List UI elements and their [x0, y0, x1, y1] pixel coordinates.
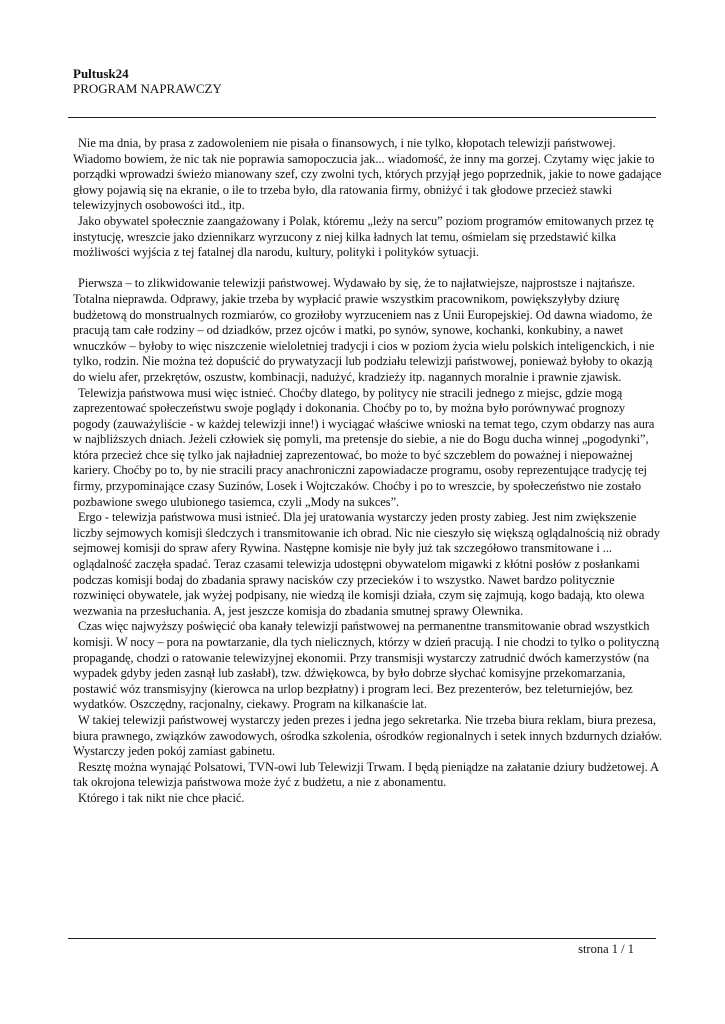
document-title: PROGRAM NAPRAWCZY	[73, 81, 222, 96]
footer-divider	[68, 938, 656, 939]
site-name: Pultusk24	[73, 66, 129, 81]
paragraph-3: Pierwsza – to zlikwidowanie telewizji państwowej. Wydawało by się, że to najłatwiejsze, najprostsze i najtańsze. Totalna nieprawda. Odprawy, jakie trzeba by wypłacić prawie wszystkim pracownikom, powiększyłyby dziurę budżetową do monstrualnych rozmiarów, co groziłoby wyrzuceniem nas z Unii Europejskiej. Od dawna wiadomo, że pracują tam całe rodziny – od dziadków, przez ojców i matki, po synów, synowe, kochanki, konkubiny, a nawet wnuczków – byłoby to więc niszczenie wieloletniej tradycji i cios w poziom życia wielu polskich inteligenckich, i nie tylko, rodzin. Nie można też dopuścić do prywatyzacji lub podziału telewizji państwowej, ponieważ byłoby to okazją do wielu afer, przekrętów, oszustw, kombinacji, nadużyć, kradzieży itp. nagannych moralnie i prawnie zjawisk.	[73, 276, 655, 384]
paragraph-8: Resztę można wynająć Polsatowi, TVN-owi lub Telewizji Trwam. I będą pieniądze na załatanie dziury budżetowej. A tak okrojona telewizja państwowa może żyć z budżetu, a nie z abonamentu.	[73, 759, 659, 790]
paragraph-4: Telewizja państwowa musi więc istnieć. Choćby dlatego, by politycy nie stracili jednego z miejsc, gdzie mogą zaprezentować społeczeństwu swoje poglądy i dokonania. Choćby po to, by można było porównywać prognozy pogody (zauważyliście - w każdej telewizji inne!) i wyciągać właściwe wnioski na temat tego, czym obdarzy nas aura w najbliższych dniach. Jeżeli człowiek się pomyli, ma pretensje do siebie, a nie do Bogu ducha winnej „pogodynki”, która przecież chce się tylko jak najładniej zaprezentować, bo może to być szczeblem do poważnej i niepoważnej kariery. Choćby po to, by nie stracili pracy anachroniczni zapowiadacze programu, osoby reprezentujące tradycję tej firmy, przypominające czasy Suzinów, Losek i Wojtczaków. Choćby i po to wreszcie, by społeczeństwo nie zostało pozbawione swego ulubionego tasiemca, czyli „Mody na sukces”.	[73, 385, 655, 509]
document-header	[73, 66, 663, 96]
article-body	[73, 136, 663, 807]
paragraph-6: Czas więc najwyższy poświęcić oba kanały telewizji państwowej na permanentne transmitowanie obrad wszystkich komisji. W nocy – pora na powtarzanie, dla tych nielicznych, którzy w dzień pracują. I nie chodzi to tylko o polityczną propagandę, chodzi o ratowanie telewizyjnej ekonomii. Przy transmisji wystarczy zatrudnić dwóch kamerzystów (na wypadek gdyby jeden zasnął lub zasłabł), tzw. dźwiękowca, by było dobrze słychać komisyjne przekomarzania, postawić wóz transmisyjny (kierowca na urlop bezpłatny) i program leci. Bez prezenterów, bez teleturniejów, bez wydatków. Oszczędny, racjonalny, ciekawy. Program na kilkanaście lat.	[73, 619, 660, 712]
paragraph-7: W takiej telewizji państwowej wystarczy jeden prezes i jedna jego sekretarka. Nie trzeba biura reklam, biura prezesa, biura prawnego, związków zawodowych, ośrodka szkolenia, ośrodków regionalnych i setek innych bzdurnych działów. Wystarczy jeden pokój zamiast gabinetu.	[73, 712, 663, 759]
paragraph-5: Ergo - telewizja państwowa musi istnieć. Dla jej uratowania wystarczy jeden prosty zabieg. Jest nim zwiększenie liczby sejmowych komisji śledczych i transmitowanie ich obrad. Nic nie cieszyło się większą oglądalnością niż obrady sejmowej komisji do spraw afery Rywina. Następne komisje nie były już tak szczegółowo transmitowane i ... oglądalność zaczęła spadać. Teraz czasami telewizja udostępni obywatelom migawki z kłótni posłów z posłankami podczas komisji bodaj do zbadania sprawy nacisków czy przecieków i to wszystko. Nawet bardzo politycznie rozwinięci obywatele, jak wyżej podpisany, nie wiedzą ile komisji działa, czym się zajmują, kogo badają, kto olewa wezwania na przesłuchania. A, jest jeszcze komisja do zbadania smutnej sprawy Olewnika.	[73, 510, 660, 618]
page-number: strona 1 / 1	[578, 942, 634, 956]
paragraph-2: Jako obywatel społecznie zaangażowany i Polak, któremu „leży na sercu” poziom programów emitowanych przez tę instytucję, wreszcie jako dziennikarz wyrzucony z niej kilka ładnych lat temu, ośmielam się przedstawić kilka możliwości wyjścia z tej fatalnej dla narodu, kultury, polityki i polityków sytuacji.	[73, 213, 654, 260]
header-divider	[68, 117, 656, 118]
paragraph-spacer	[73, 261, 663, 277]
paragraph-9: Którego i tak nikt nie chce płacić.	[78, 790, 245, 805]
paragraph-1: Nie ma dnia, by prasa z zadowoleniem nie pisała o finansowych, i nie tylko, kłopotach telewizji państwowej. Wiadomo bowiem, że nic tak nie poprawia samopoczucia jak... wiadomość, że inny ma gorzej. Czytamy więc jakie to porządki wprowadzi świeżo mianowany szef, czy zwolni tych, których przyjął jego poprzednik, jakie to nowe gadające głowy pojawią się na ekranie, o ile to trzeba było, dla ratowania firmy, obniżyć i tak głodowe przecież stawki telewizyjnych osobowości itd., itp.	[73, 136, 662, 213]
